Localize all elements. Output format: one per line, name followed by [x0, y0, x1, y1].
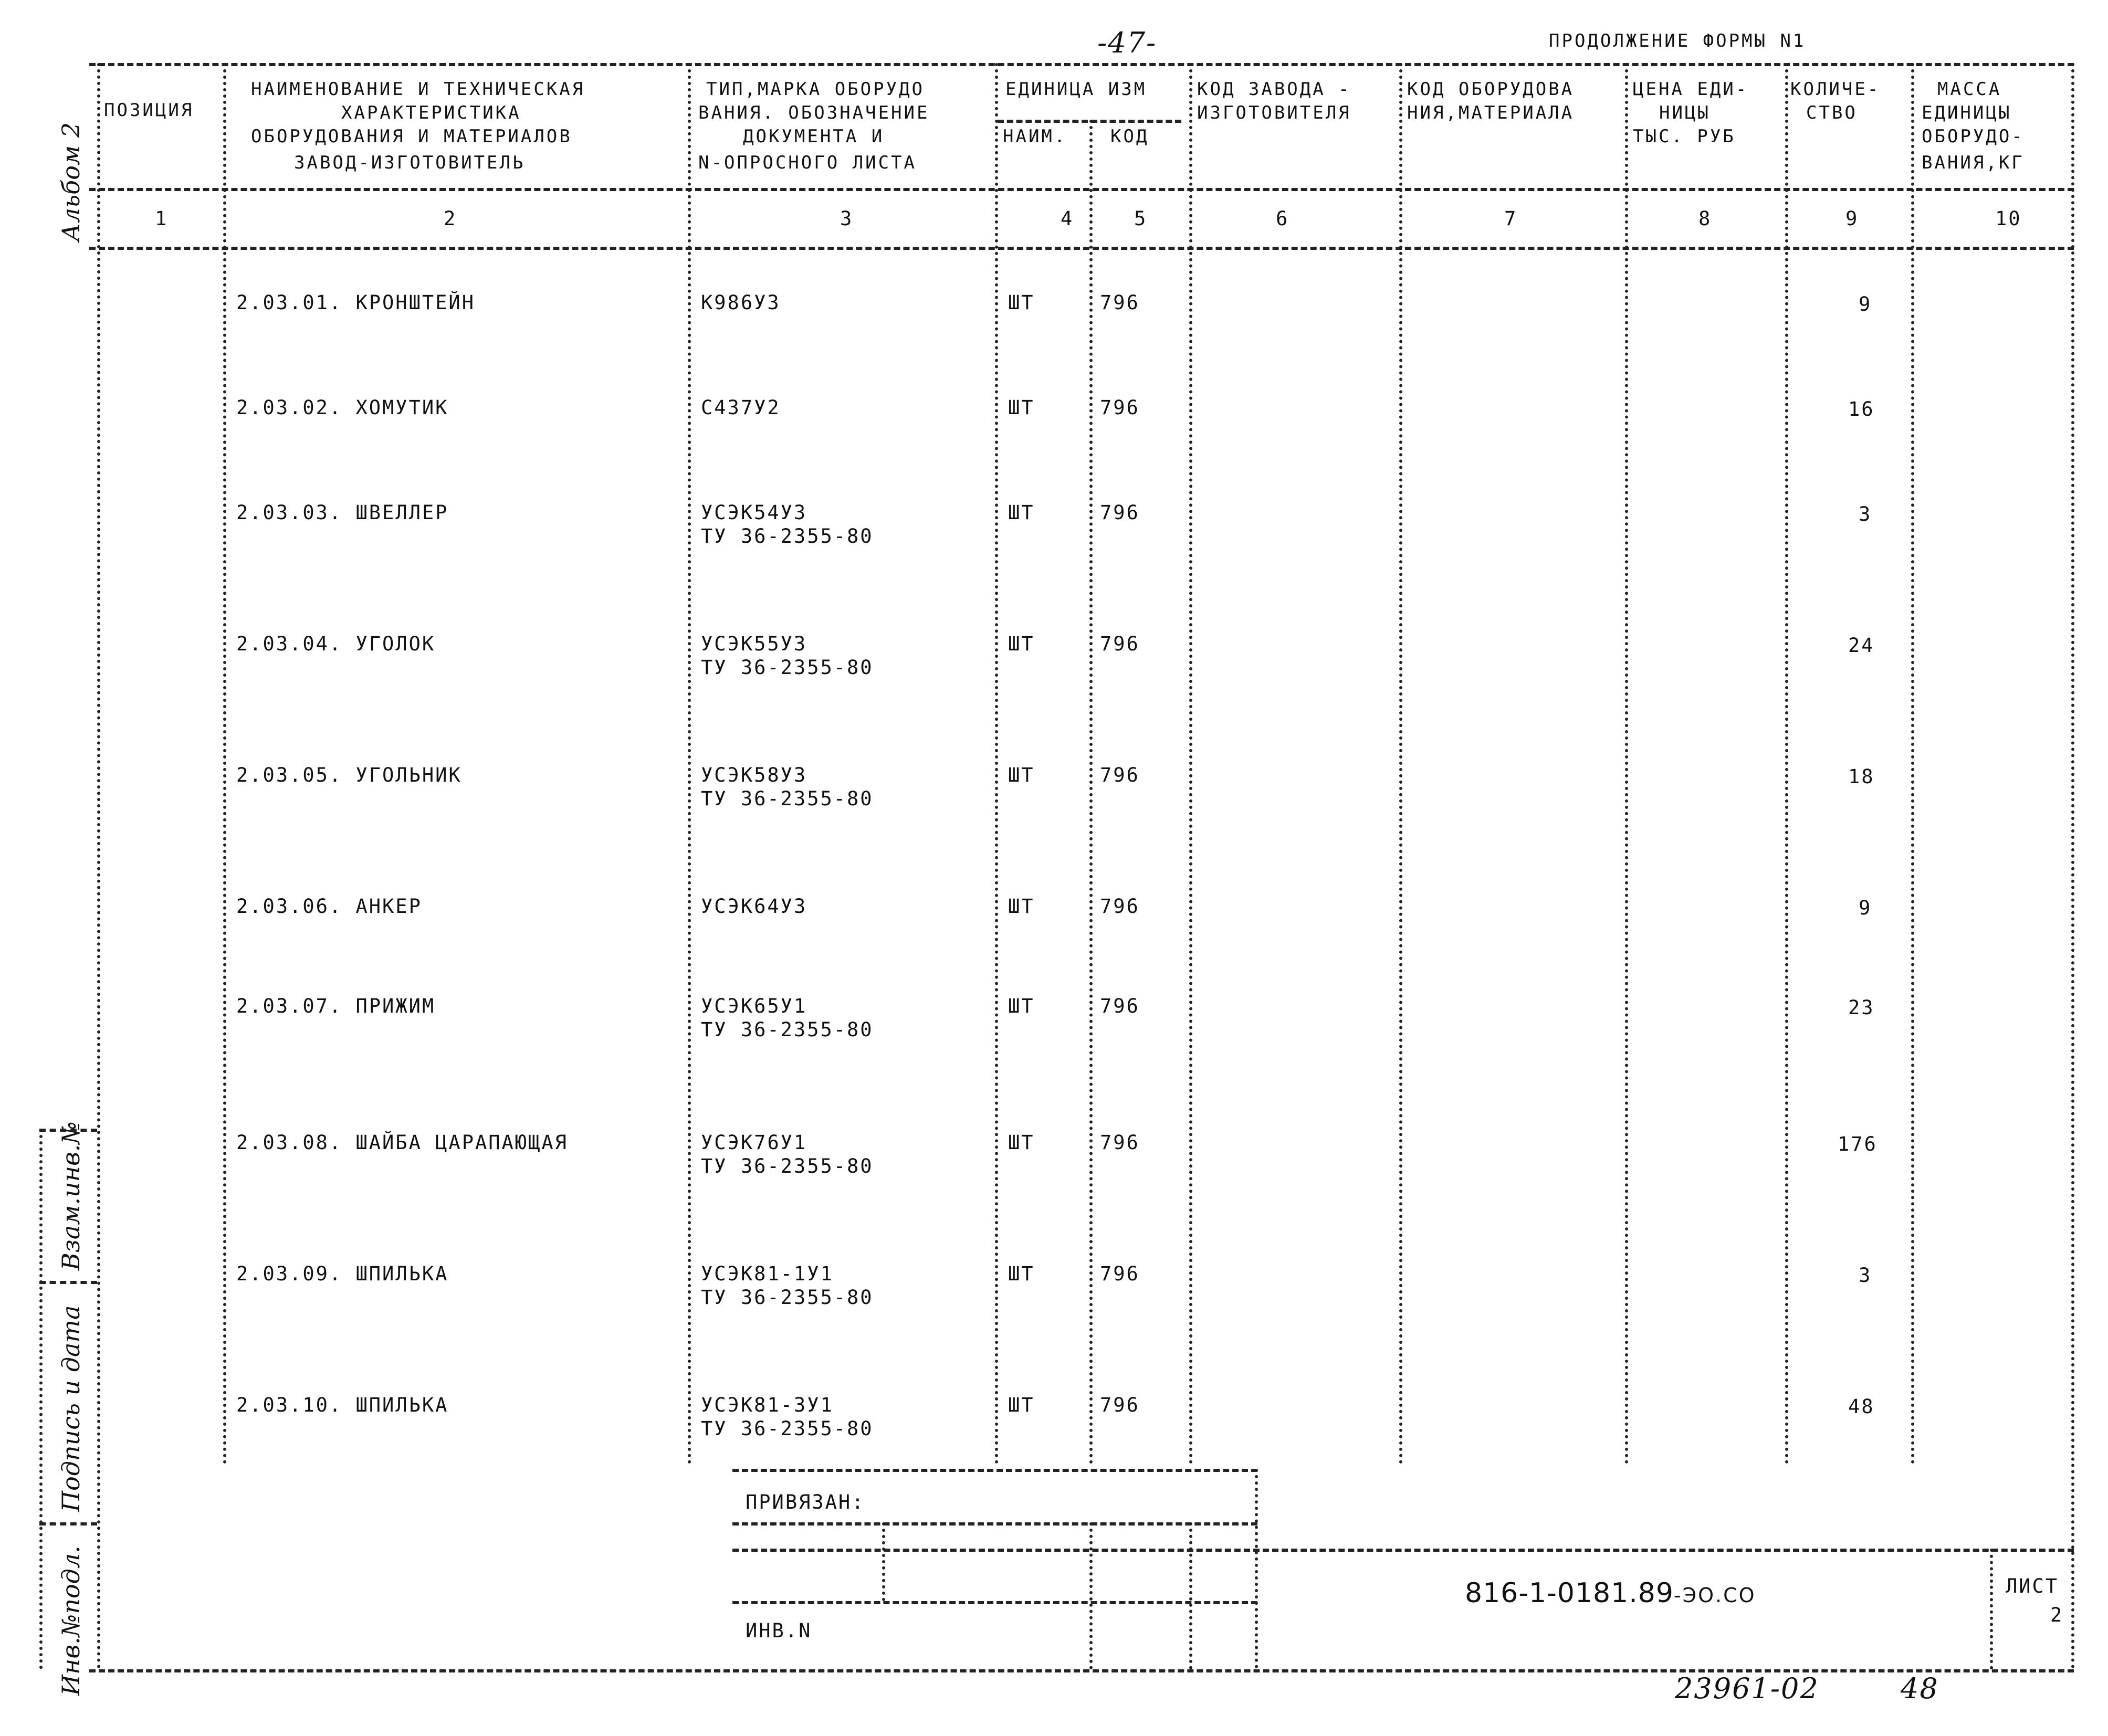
stamp-sheet-number: 2: [2050, 1604, 2064, 1626]
rule-stamp-4: [732, 1601, 1257, 1604]
col-sep-8: [1785, 63, 1788, 1465]
row-3-code: 796: [1100, 501, 1140, 524]
stamp-sep-c: [1089, 1522, 1093, 1669]
row-8-name: 2.03.08. ШАЙБА ЦАРАПАЮЩАЯ: [236, 1131, 568, 1154]
col-sep-6: [1399, 63, 1402, 1465]
row-7-type: УСЭК65У1: [701, 995, 807, 1017]
col-number-5: 5: [1134, 207, 1148, 230]
row-6-type: УСЭК64У3: [701, 895, 807, 918]
header-unit-name: НАИМ.: [1003, 126, 1067, 147]
row-5-code: 796: [1100, 764, 1140, 786]
row-9-name: 2.03.09. ШПИЛЬКА: [236, 1262, 449, 1285]
col-sep-5: [1189, 63, 1192, 1465]
stamp-sheet-label: ЛИСТ: [2006, 1575, 2059, 1597]
col-number-1: 1: [155, 207, 169, 230]
continuation-title: ПРОДОЛЖЕНИЕ ФОРМЫ N1: [1549, 30, 1806, 51]
side-label-inv-podl: Инв.№подл.: [57, 1545, 85, 1696]
header-col7-l1: КОД ОБОРУДОВА: [1407, 79, 1575, 100]
header-col2-l4: ЗАВОД-ИЗГОТОВИТЕЛЬ: [294, 152, 526, 173]
row-5-unit: ШТ: [1008, 764, 1035, 786]
stamp-doc-code-suffix: -ЭО.СО: [1673, 1584, 1756, 1607]
col-sep-7: [1625, 63, 1628, 1465]
row-4-unit: ШТ: [1008, 633, 1035, 655]
side-label-album: Альбом 2: [57, 122, 85, 241]
row-2-code: 796: [1100, 396, 1140, 419]
header-col2-l3: ОБОРУДОВАНИЯ И МАТЕРИАЛОВ: [251, 126, 572, 147]
row-7-doc: ТУ 36-2355-80: [701, 1018, 874, 1041]
header-col3-l1: ТИП,МАРКА ОБОРУДО: [706, 79, 925, 100]
row-1-code: 796: [1100, 291, 1140, 314]
row-10-type: УСЭК81-3У1: [701, 1394, 834, 1416]
header-col1: ПОЗИЦИЯ: [104, 100, 194, 121]
handwritten-registration-number: 23961-02: [1675, 1672, 1819, 1705]
side-rule-1: [39, 1129, 97, 1132]
header-col10-l1: МАССА: [1937, 79, 2002, 100]
header-col6-l1: КОД ЗАВОДА -: [1197, 79, 1351, 100]
header-col8-l3: ТЫС. РУБ: [1633, 126, 1736, 147]
stamp-sep-b: [882, 1522, 885, 1601]
row-8-qty: 176: [1838, 1133, 1878, 1155]
col-sep-1: [223, 63, 226, 1465]
row-4-doc: ТУ 36-2355-80: [701, 656, 874, 679]
row-6-qty: 9: [1859, 897, 1872, 919]
col-number-2: 2: [444, 207, 457, 230]
header-col10-l3: ОБОРУДО-: [1922, 126, 2025, 147]
row-6-code: 796: [1100, 895, 1140, 918]
stamp-sep-a: [1255, 1469, 1258, 1668]
row-9-code: 796: [1100, 1262, 1140, 1285]
header-unit-code: КОД: [1110, 126, 1149, 147]
stamp-doc-code-main: 816-1-0181.89: [1465, 1577, 1674, 1609]
row-8-unit: ШТ: [1008, 1131, 1035, 1154]
row-6-name: 2.03.06. АНКЕР: [236, 895, 422, 918]
row-7-unit: ШТ: [1008, 995, 1035, 1017]
rule-stamp-3: [732, 1549, 2074, 1552]
rule-colnum-bottom: [89, 247, 2074, 250]
row-9-doc: ТУ 36-2355-80: [701, 1286, 874, 1309]
header-col3-l3: ДОКУМЕНТА И: [743, 126, 885, 147]
row-7-name: 2.03.07. ПРИЖИМ: [236, 995, 436, 1017]
rule-top: [89, 63, 2074, 66]
col-sep-10: [2071, 63, 2074, 1669]
row-10-name: 2.03.10. ШПИЛЬКА: [236, 1394, 449, 1416]
stamp-sep-d: [1189, 1522, 1192, 1669]
side-label-podpis: Подпись и дата: [57, 1305, 85, 1512]
row-3-qty: 3: [1859, 503, 1872, 525]
row-9-type: УСЭК81-1У1: [701, 1262, 834, 1285]
page-number: -47-: [1097, 26, 1157, 59]
col-number-3: 3: [840, 207, 854, 230]
col-number-4: 4: [1061, 207, 1074, 230]
row-7-code: 796: [1100, 995, 1140, 1017]
header-col10-l4: ВАНИЯ,КГ: [1922, 152, 2025, 173]
header-unit: ЕДИНИЦА ИЗМ: [1005, 79, 1147, 100]
row-5-qty: 18: [1848, 765, 1875, 788]
stamp-privyazan: ПРИВЯЗАН:: [746, 1491, 865, 1513]
side-label-vzam: Взам.инв.№: [57, 1121, 85, 1270]
row-4-name: 2.03.04. УГОЛОК: [236, 633, 436, 655]
row-3-unit: ШТ: [1008, 501, 1035, 524]
row-10-qty: 48: [1848, 1395, 1875, 1418]
header-col8-l1: ЦЕНА ЕДИ-: [1633, 79, 1749, 100]
col-sep-3: [995, 63, 998, 1465]
row-1-unit: ШТ: [1008, 291, 1035, 314]
row-4-type: УСЭК55У3: [701, 633, 807, 655]
col-number-8: 8: [1698, 207, 1712, 230]
handwritten-sheet-number: 48: [1901, 1672, 1939, 1705]
row-10-unit: ШТ: [1008, 1394, 1035, 1416]
row-9-unit: ШТ: [1008, 1262, 1035, 1285]
row-5-doc: ТУ 36-2355-80: [701, 787, 874, 810]
side-rule-3: [39, 1522, 97, 1525]
stamp-doc-code: [1465, 1577, 1756, 1609]
header-col7-l2: НИЯ,МАТЕРИАЛА: [1407, 102, 1575, 123]
row-7-qty: 23: [1848, 996, 1875, 1019]
row-2-unit: ШТ: [1008, 396, 1035, 419]
row-1-name: 2.03.01. КРОНШТЕЙН: [236, 291, 475, 314]
side-sep: [39, 1129, 43, 1669]
header-col3-l4: N-ОПРОСНОГО ЛИСТА: [698, 152, 917, 173]
row-1-qty: 9: [1859, 293, 1872, 315]
row-9-qty: 3: [1859, 1264, 1872, 1287]
row-3-name: 2.03.03. ШВЕЛЛЕР: [236, 501, 449, 524]
header-col6-l2: ИЗГОТОВИТЕЛЯ: [1197, 102, 1351, 123]
col-sep-0: [97, 63, 100, 1669]
row-3-doc: ТУ 36-2355-80: [701, 525, 874, 548]
row-5-name: 2.03.05. УГОЛЬНИК: [236, 764, 462, 786]
row-2-type: С437У2: [701, 396, 781, 419]
side-rule-2: [39, 1281, 97, 1284]
row-1-type: К986У3: [701, 291, 781, 314]
rule-header-bottom: [89, 188, 2074, 191]
row-3-type: УСЭК54У3: [701, 501, 807, 524]
rule-stamp-top: [732, 1469, 1257, 1472]
row-10-doc: ТУ 36-2355-80: [701, 1417, 874, 1440]
row-5-type: УСЭК58У3: [701, 764, 807, 786]
rule-stamp-2: [732, 1522, 1257, 1525]
header-col9-l1: КОЛИЧЕ-: [1790, 79, 1881, 100]
row-2-name: 2.03.02. ХОМУТИК: [236, 396, 449, 419]
col-number-10: 10: [1995, 207, 2022, 230]
header-col2-l2: ХАРАКТЕРИСТИКА: [341, 102, 521, 123]
col-sep-4: [1089, 120, 1093, 1465]
header-col3-l2: ВАНИЯ. ОБОЗНАЧЕНИЕ: [698, 102, 930, 123]
col-sep-2: [688, 63, 691, 1465]
stamp-sep-e: [1990, 1549, 1993, 1669]
header-col9-l2: СТВО: [1806, 102, 1858, 123]
row-4-code: 796: [1100, 633, 1140, 655]
row-8-doc: ТУ 36-2355-80: [701, 1155, 874, 1177]
stamp-inv: ИНВ.N: [746, 1619, 812, 1642]
col-number-6: 6: [1276, 207, 1289, 230]
row-8-code: 796: [1100, 1131, 1140, 1154]
col-number-7: 7: [1504, 207, 1518, 230]
row-10-code: 796: [1100, 1394, 1140, 1416]
header-col10-l2: ЕДИНИЦЫ: [1922, 102, 2012, 123]
row-4-qty: 24: [1848, 634, 1875, 657]
header-col2-l1: НАИМЕНОВАНИЕ И ТЕХНИЧЕСКАЯ: [251, 79, 585, 100]
row-2-qty: 16: [1848, 398, 1875, 420]
col-sep-9: [1911, 63, 1914, 1465]
col-number-9: 9: [1845, 207, 1859, 230]
row-6-unit: ШТ: [1008, 895, 1035, 918]
row-8-type: УСЭК76У1: [701, 1131, 807, 1154]
header-col8-l2: НИЦЫ: [1659, 102, 1711, 123]
